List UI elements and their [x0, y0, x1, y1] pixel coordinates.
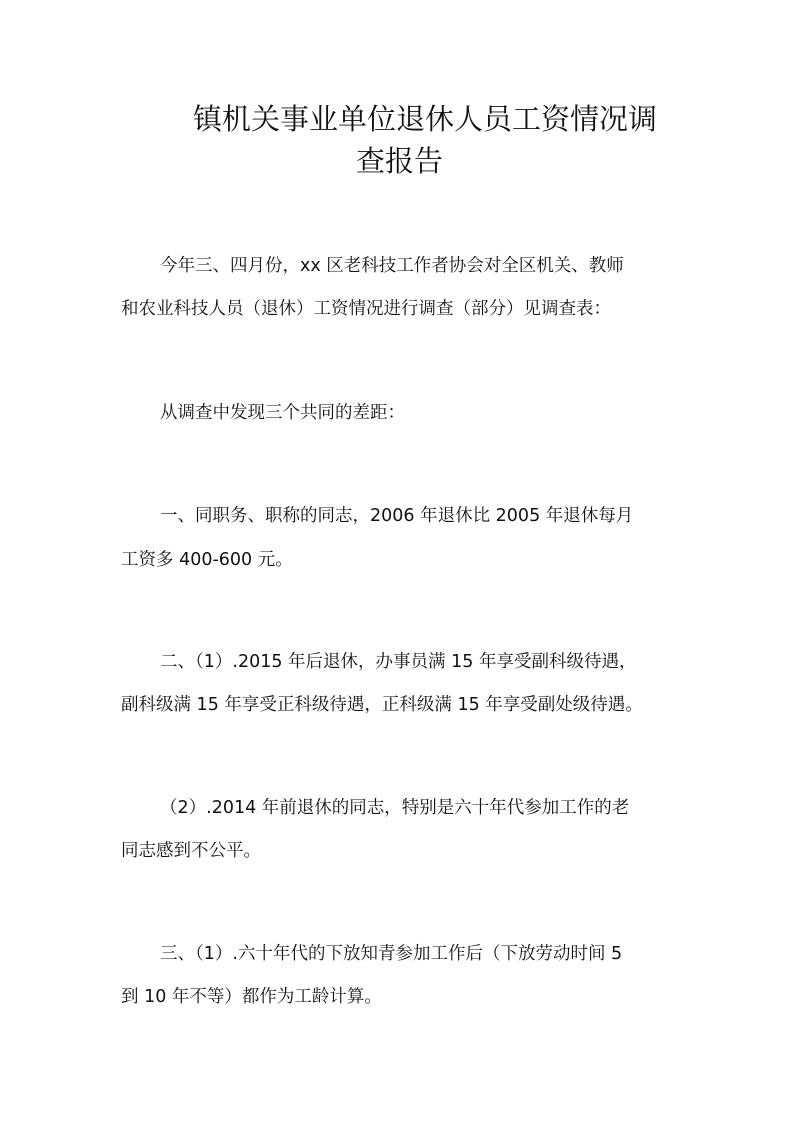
paragraph-1-line-2: 和农业科技人员（退休）工资情况进行调查（部分）见调查表：: [121, 299, 611, 319]
paragraph-5-line-1: （2）.2014 年前退休的同志，特别是六十年代参加工作的老: [160, 798, 630, 818]
paragraph-1-line-1: 今年三、四月份，xx 区老科技工作者协会对全区机关、教师: [160, 256, 624, 276]
paragraph-6-line-2: 到 10 年不等）都作为工龄计算。: [121, 987, 382, 1007]
paragraph-5-line-2: 同志感到不公平。: [121, 841, 261, 861]
paragraph-2-line-1: 从调查中发现三个共同的差距：: [160, 403, 405, 423]
document-title-line1: 镇机关事业单位退休人员工资情况调: [193, 102, 658, 136]
paragraph-6-line-1: 三、（1）.六十年代的下放知青参加工作后（下放劳动时间 5: [160, 944, 623, 964]
document-title-line2: 查报告: [356, 144, 444, 178]
paragraph-3-line-2: 工资多 400-600 元。: [121, 550, 293, 570]
paragraph-4-line-2: 副科级满 15 年享受正科级待遇，正科级满 15 年享受副处级待遇。: [121, 695, 643, 715]
paragraph-3-line-1: 一、同职务、职称的同志，2006 年退休比 2005 年退休每月: [160, 506, 634, 526]
paragraph-4-line-1: 二、（1）.2015 年后退休，办事员满 15 年享受副科级待遇，: [160, 652, 637, 672]
